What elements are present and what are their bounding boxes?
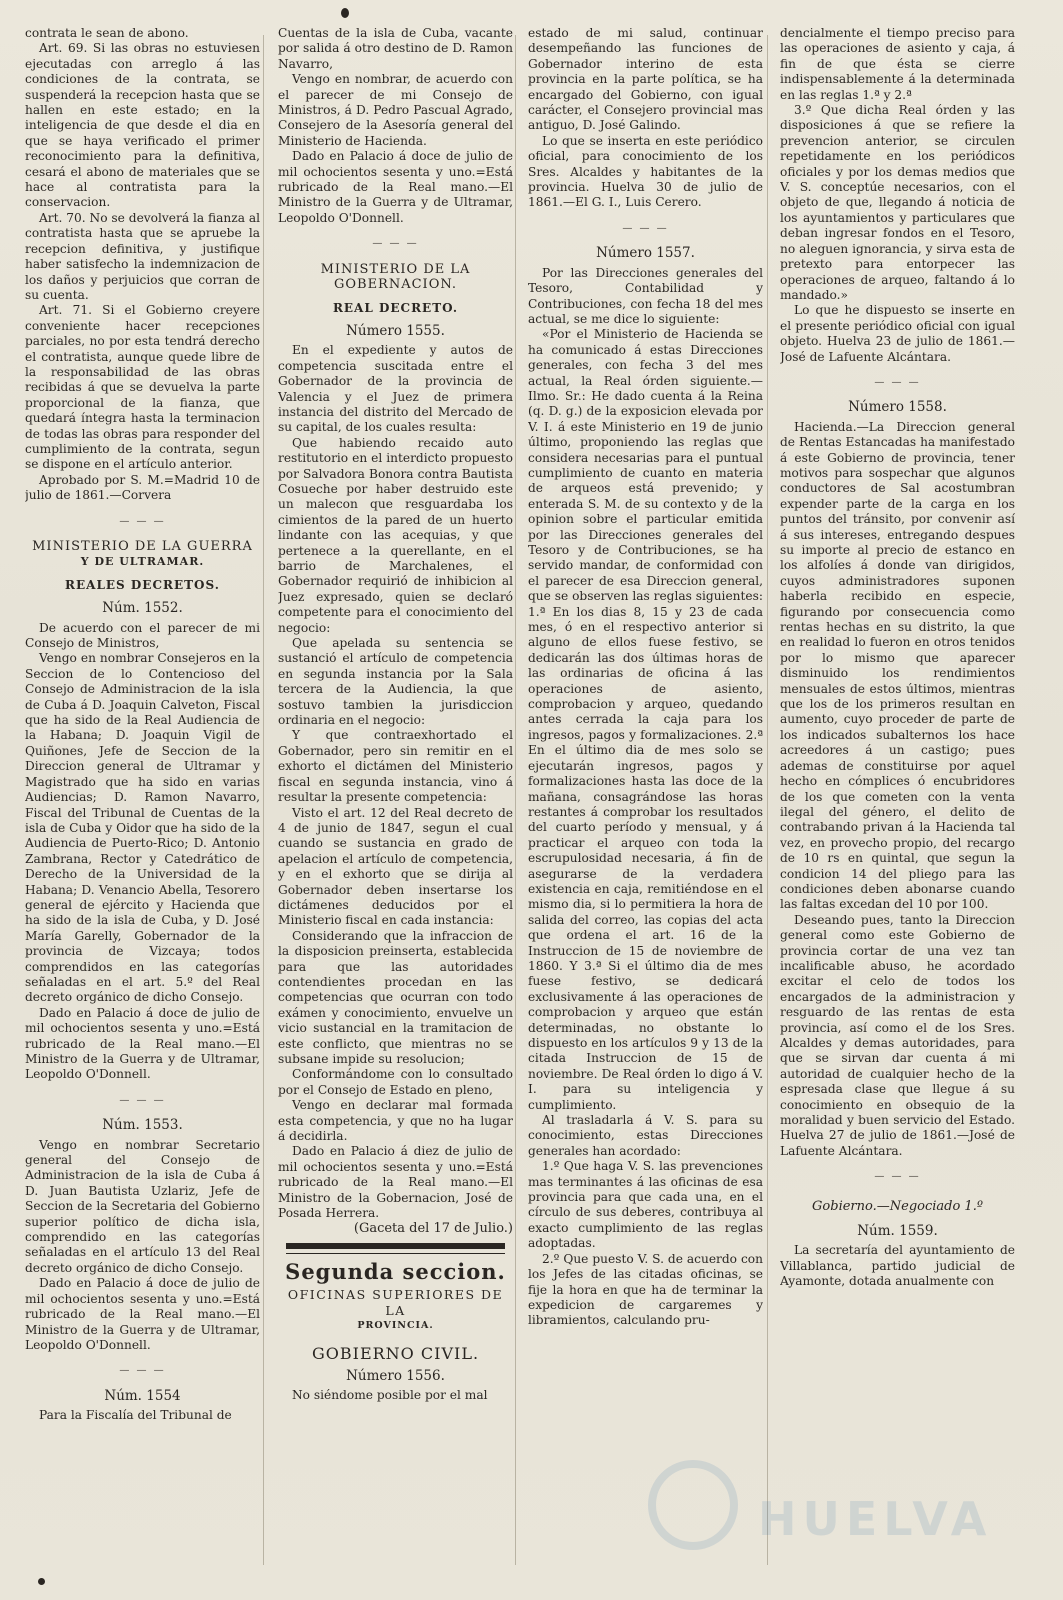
section-rule bbox=[286, 1243, 505, 1249]
separator: — — — bbox=[622, 222, 669, 234]
paragraph: En el expediente y autos de competencia suscitada entre el Gobernador de la provincia de Valencia y el Juez de primera instancia del distrito del Mercado de su capital, de los cuales resulta: bbox=[278, 343, 513, 435]
signature: Dado en Palacio á doce de julio de mil ochocientos sesenta y uno.=Está rubricado de la Real mano.—El Ministro de la Guerra y de Ultramar, Leopoldo O'Donnell. bbox=[25, 1276, 260, 1352]
archive-watermark bbox=[648, 1460, 993, 1560]
paragraph: Para la Fiscalía del Tribunal de bbox=[39, 1408, 232, 1423]
paragraph: Deseando pues, tanto la Direccion general como este Gobierno de provincia cortar de una vez tan incalificable abuso, he acordado excitar el celo de todos los encargados de la administracion y resguardo de las rentas de esta provincia, así como el de los Sres. Alcaldes y demas autoridades, para que se sirvan dar cuenta á mi autoridad de cualquier hecho de la espresada clase que llegue á su conocimiento en obsequio de la moralidad y buen servicio del Estado. Huelva 27 de julio de 1861.—José de Lafuente Alcántara. bbox=[780, 912, 1015, 1158]
paragraph: Que habiendo recaido auto restitutorio en el interdicto propuesto por Salvadora Bonora contra Bautista Cosueche por haber destruido este un malecon que resguardaba los cimientos de la pared de un huerto lindante con las acequias, y que pertenece a la querellante, en el barrio de Marchalenes, el Gobernador requirió de inhibicion al Juez expresado, quien se declaró competente para el conocimiento del negocio: bbox=[278, 435, 513, 635]
paragraph: Lo que se inserta en este periódico oficial, para conocimiento de los Sres. Alcaldes y habitantes de la provincia. Huelva 30 de julio de 1861.—El G. I., Luis Cerero. bbox=[528, 133, 763, 210]
paragraph: dencialmente el tiempo preciso para las operaciones de asiento y caja, á fin de que ésta se cierre indispensablemente á la determinada en las reglas 1.ª y 2.ª bbox=[780, 26, 1015, 102]
paragraph: Por las Direcciones generales del Tesoro, Contabilidad y Contribuciones, con fecha 18 del mes actual, se me dice lo siguiente: bbox=[528, 265, 763, 326]
separator: — — — bbox=[874, 1171, 921, 1183]
decree-number: Número 1556. bbox=[346, 1367, 445, 1384]
decree-number: Núm. 1554 bbox=[104, 1387, 181, 1404]
paragraph: Art. 69. Si las obras no estuviesen ejecutadas con arreglo á las condiciones de la contrata, se suspenderá la recepcion hasta que se hallen en este estado; en la inteligencia de que desde el dia en que se haya verificado el primer reconocimiento para la definitiva, cesará el abono de materiales que se hace al contratista para la conservacion. bbox=[25, 41, 260, 210]
separator: — — — bbox=[119, 1094, 166, 1106]
negociado-heading: Gobierno.—Negociado 1.º bbox=[812, 1198, 983, 1214]
office-subheading: PROVINCIA. bbox=[357, 1320, 434, 1332]
separator: — — — bbox=[119, 1365, 166, 1377]
decree-number: Núm. 1552. bbox=[102, 600, 183, 617]
paragraph: Vengo en declarar mal formada esta competencia, y que no ha lugar á decidirla. bbox=[278, 1098, 513, 1144]
section-title: Segunda seccion. bbox=[285, 1258, 506, 1284]
separator: — — — bbox=[874, 376, 921, 388]
decree-number: Número 1557. bbox=[596, 245, 695, 262]
decree-number: Núm. 1559. bbox=[857, 1223, 938, 1240]
decree-number: Número 1558. bbox=[848, 399, 947, 416]
separator: — — — bbox=[119, 515, 166, 527]
column-1 bbox=[25, 26, 260, 1591]
ministry-heading: MINISTERIO DE LA GUERRA bbox=[32, 539, 253, 554]
paragraph: Conformándome con lo consultado por el Consejo de Estado en pleno, bbox=[278, 1067, 513, 1097]
paragraph: Y que contraexhortado el Gobernador, pero sin remitir en el exhorto el dictámen del Ministerio fiscal en segunda instancia, vino á resultar la presente competencia: bbox=[278, 728, 513, 805]
paragraph: 1.º Que haga V. S. las prevenciones mas terminantes á las oficinas de esa provincia para que cada una, en el círculo de sus deberes, contribuya al exacto cumplimiento de las reglas adoptadas. bbox=[528, 1159, 763, 1251]
paragraph: Al trasladarla á V. S. para su conocimiento, estas Direcciones generales han acordado: bbox=[528, 1113, 763, 1158]
paragraph: estado de mi salud, continuar desempeñando las funciones de Gobernador interino de esta provincia en la parte política, se ha encargado del Gobierno, con igual carácter, el Consejero provincial mas antiguo, D. José Galindo. bbox=[528, 26, 763, 133]
paragraph: Vengo en nombrar Secretario general del Consejo de Administracion de la isla de Cuba á D. Juan Bautista Uzlariz, Jefe de Seccion de la Secretaria del Gobierno superior político de dicha isla, comprendido en las categorías señaladas en el artículo 13 del Real decreto orgánico de dicho Consejo. bbox=[25, 1137, 260, 1275]
paragraph: La secretaría del ayuntamiento de Villablanca, partido judicial de Ayamonte, dotada anualmente con bbox=[780, 1243, 1015, 1289]
paragraph: «Por el Ministerio de Hacienda se ha comunicado á estas Direcciones generales, con fecha 3 del mes actual, la Real órden siguiente.—Ilmo. Sr.: He dado cuenta á la Reina (q. D. g.) de la exposicion elevada por V. I. á este Ministerio en 19 de junio último, proponiendo las reglas que considera necesarias para el puntual cumplimiento de cuanto en materia de arqueos está prevenido; y enterada S. M. de su contexto y de la opinion sobre el particular emitida por las Direcciones generales del Tesoro y de Contribuciones, se ha servido mandar, de conformidad con el parecer de esa Direccion general, que se observen las reglas siguientes: 1.ª En los dias 8, 15 y 23 de cada mes, ó en el respectivo anterior si alguno de ellos fuese festivo, se dedicarán las dos últimas horas de las ordinarias de oficina á las operaciones de asiento, comprobacion y arqueo, quedando antes cerrada la caja para los ingresos, pagos y formalizaciones. 2.ª En el último dia de mes solo se ejecutarán ingresos, pagos y formalizaciones hasta las doce de la mañana, consagrándose las horas restantes á comprobar los resultados del cuarto período y mensual, y á practicar el arqueo con toda la escrupulosidad necesaria, á fin de asegurarse de la verdadera existencia en caja, remitiéndose en el mismo dia, si lo permitiera la hora de salida del correo, las copias del acta que ordena el art. 16 de la Instruccion de 15 de noviembre de 1860. Y 3.ª Si el último dia de mes fuese festivo, se dedicará exclusivamente á las operaciones de comprobacion y arqueo que están determinadas, no obstante lo dispuesto en los artículos 9 y 13 de la citada Instruccion de 15 de noviembre. De Real órden lo digo á V. I. para su inteligencia y cumplimiento. bbox=[528, 327, 763, 1112]
paragraph: Vengo en nombrar Consejeros en la Seccion de lo Contencioso del Consejo de Administracion de la isla de Cuba á D. Joaquin Calveton, Fiscal que ha sido de la Real Audiencia de la Habana; D. Joaquin Vigil de Quiñones, Jefe de Seccion de la Direccion general de Ultramar y Magistrado que ha sido en varias Audiencias; D. Ramon Navarro, Fiscal del Tribunal de Cuentas de la isla de Cuba y Oidor que ha sido de la Audiencia de Puerto-Rico; D. Antonio Zambrana, Rector y Catedrático de Derecho de la Universidad de la Habana; D. Venancio Abella, Tesorero general de ejército y Hacienda que ha sido de la isla de Cuba, y D. José María Garelly, Gobernador de la provincia de Vizcaya; todos comprendidos en las categorías señaladas en el art. 5.º del Real decreto orgánico de dicho Consejo. bbox=[25, 651, 260, 1005]
column-rule bbox=[515, 35, 516, 1565]
section-rule-thin bbox=[286, 1253, 505, 1254]
watermark-text: HUELVA bbox=[758, 1492, 993, 1546]
ministry-heading: MINISTERIO DE LA GOBERNACION. bbox=[320, 261, 471, 293]
paragraph: 3.º Que dicha Real órden y las disposiciones á que se refiere la prevencion anterior, se circulen repetidamente en los periódicos oficiales y por los demas medios que V. S. conceptúe necesarios, con el objeto de que, llegando á noticia de los ayuntamientos y particulares que deban ingresar fondos en el Tesoro, no aleguen ignorancia, y sirva esta de pretexto para entorpecer las operaciones de arqueo, faltando á lo mandado.» bbox=[780, 103, 1015, 302]
paragraph: Considerando que la infraccion de la disposicion preinserta, establecida para que las autoridades contendientes procedan en las competencias que ocurran con todo exámen y conocimiento, envuelve un vicio sustancial en la tramitacion de este conflicto, que mientras no se subsane impide su resolucion; bbox=[278, 928, 513, 1066]
paragraph: Cuentas de la isla de Cuba, vacante por salida á otro destino de D. Ramon Navarro, bbox=[278, 26, 513, 71]
ministry-subheading: Y DE ULTRAMAR. bbox=[80, 555, 205, 569]
decree-number: Núm. 1553. bbox=[102, 1117, 183, 1134]
column-rule bbox=[263, 35, 264, 1565]
top-ornament-icon bbox=[341, 8, 349, 18]
paragraph: Que apelada su sentencia se sustanció el artículo de competencia en segunda instancia por la Sala tercera de la Audiencia, la que sostuvo tambien la jurisdiccion ordinaria en el negocio: bbox=[278, 636, 513, 728]
office-heading: OFICINAS SUPERIORES DE LA bbox=[287, 1287, 504, 1318]
signature: Dado en Palacio á doce de julio de mil ochocientos sesenta y uno.=Está rubricado de la Real mano.—El Ministro de la Guerra y de Ultramar, Leopoldo O'Donnell. bbox=[25, 1005, 260, 1082]
column-3 bbox=[528, 26, 763, 1591]
signature: Dado en Palacio á doce de julio de mil ochocientos sesenta y uno.=Está rubricado de la Real mano.—El Ministro de la Guerra y de Ultramar, Leopoldo O'Donnell. bbox=[278, 149, 513, 225]
paragraph: Visto el art. 12 del Real decreto de 4 de junio de 1847, segun el cual cuando se sustancia en grado de apelacion el artículo de competencia, y en el exhorto que se dirija al Gobernador deben insertarse los dictámenes deducidos por el Ministerio fiscal en cada instancia: bbox=[278, 805, 513, 928]
signature: Lo que he dispuesto se inserte en el presente periódico oficial con igual objeto. Huelva 23 de julio de 1861.—José de Lafuente Alcántara. bbox=[780, 303, 1015, 364]
paragraph: No siéndome posible por el mal bbox=[292, 1388, 488, 1403]
paragraph: Vengo en nombrar, de acuerdo con el parecer de mi Consejo de Ministros, á D. Pedro Pascual Agrado, Consejero de la Asesoría general del Ministerio de Hacienda. bbox=[278, 72, 513, 148]
decree-heading: REAL DECRETO. bbox=[332, 300, 459, 315]
column-2 bbox=[278, 26, 513, 1591]
watermark-seal-icon bbox=[648, 1460, 738, 1550]
government-heading: GOBIERNO CIVIL. bbox=[311, 1343, 480, 1363]
decree-number: Número 1555. bbox=[346, 322, 445, 339]
separator: — — — bbox=[372, 238, 419, 250]
decree-heading: REALES DECRETOS. bbox=[65, 577, 220, 592]
signature: Aprobado por S. M.=Madrid 10 de julio de 1861.—Corvera bbox=[25, 472, 260, 503]
paragraph: Art. 71. Si el Gobierno creyere conveniente hacer recepciones parciales, no por esta tendrá derecho el contratista, aunque quede libre de la responsabilidad de las obras recibidas á que se devuelva la parte proporcional de la fianza, que quedará íntegra hasta la terminacion de todas las obras para responder del cumplimiento de la contrata, segun se dispone en el artículo anterior. bbox=[25, 303, 260, 472]
column-4 bbox=[780, 26, 1015, 1591]
gazette-citation: (Gaceta del 17 de Julio.) bbox=[353, 1221, 513, 1237]
paragraph: De acuerdo con el parecer de mi Consejo de Ministros, bbox=[25, 620, 260, 651]
column-rule bbox=[767, 35, 768, 1565]
paragraph: Hacienda.—La Direccion general de Rentas Estancadas ha manifestado á este Gobierno de provincia, tener motivos para sospechar que algunos conductores de Sal acostumbran expender parte de la carga en los puntos del tránsito, por convenir así á sus intereses, entregando despues su importe al precio de estanco en los alfolíes á donde van dirigidos, cuyos administradores suponen haberla recibido en especie, figurando por consecuencia como rentas hechas en su distrito, la que en realidad lo fueron en otros tenidos por lo mismo que aparecer disminuido los rendimientos mensuales de estos últimos, mientras que los de los primeros resultan en aumento, cuyo proceder de parte de los indicados subalternos los hace acreedores á un castigo; pues ademas de constituirse por aquel hecho en cómplices ó encubridores de los que cometen con la venta ilegal del género, el delito de contrabando privan á la Hacienda tal vez, en provecho propio, del recargo de 10 rs en quintal, que segun la condicion 14 del pliego para las condiciones deben abonarse cuando las faltas excedan del 10 por 100. bbox=[780, 419, 1015, 912]
paragraph: contrata le sean de abono. bbox=[25, 26, 189, 40]
signature: Dado en Palacio á diez de julio de mil ochocientos sesenta y uno.=Está rubricado de la Real mano.—El Ministro de la Gobernacion, José de Posada Herrera. bbox=[278, 1144, 513, 1221]
paragraph: Art. 70. No se devolverá la fianza al contratista hasta que se apruebe la recepcion definitiva, y justifique haber satisfecho la indemnizacion de los daños y perjuicios que corran de su cuenta. bbox=[25, 210, 260, 302]
paragraph: 2.º Que puesto V. S. de acuerdo con los Jefes de las citadas oficinas, se fije la hora en que ha de terminar la expedicion de cargaremes y libramientos, calculando pru- bbox=[528, 1251, 763, 1328]
